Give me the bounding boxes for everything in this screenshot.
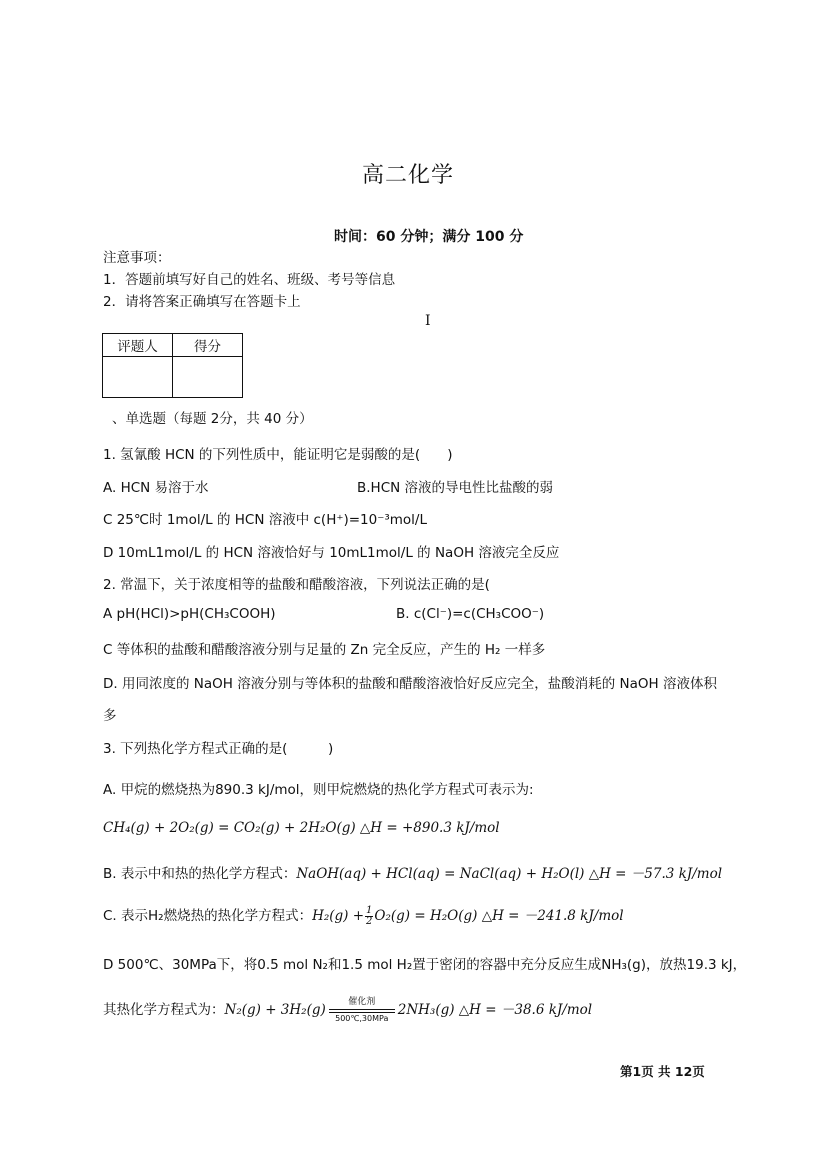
fraction-denominator: 2 [366, 915, 373, 927]
fraction-numerator: 1 [366, 904, 373, 916]
q3-option-c-equation-right: O₂(g) = H₂O(g) △H = －241.8 kJ/mol [374, 908, 624, 924]
q1-option-a: A. HCN 易溶于水 [103, 480, 209, 496]
score-table-cell-grader [103, 357, 173, 398]
q2-option-c: C 等体积的盐酸和醋酸溶液分别与足量的 Zn 完全反应，产生的 H₂ 一样多 [103, 642, 546, 658]
q3-option-d-equation-right: 2NH₃(g) △H = －38.6 kJ/mol [397, 1002, 593, 1018]
arrow-condition-bottom: 500℃,30MPa [335, 1014, 389, 1023]
q3-option-c-equation-left: H₂(g) + [312, 908, 365, 924]
exam-meta: 时间：60 分钟；满分 100 分 [334, 229, 524, 245]
score-table [102, 333, 243, 398]
equilibrium-arrow [329, 997, 395, 1023]
q1-option-b: B.HCN 溶液的导电性比盐酸的弱 [357, 480, 554, 496]
page-number: 第1页 共 12页 [620, 1064, 705, 1079]
q3-option-a-text: A. 甲烷的燃烧热为890.3 kJ/mol，则甲烷燃烧的热化学方程式可表示为: [103, 782, 534, 798]
q3-option-a-equation: CH₄(g) + 2O₂(g) = CO₂(g) + 2H₂O(g) △H = +890.3 kJ/mol [103, 820, 500, 836]
q3-option-c-prefix: C. 表示H₂燃烧热的热化学方程式： [103, 908, 313, 924]
q1-stem: 1. 氢氰酸 HCN 的下列性质中，能证明它是弱酸的是( ) [103, 447, 453, 463]
q2-option-b: B. c(Cl⁻)=c(CH₃COO⁻) [396, 606, 545, 622]
score-table-cell-score [173, 357, 243, 398]
q3-option-d-equation-row [103, 997, 593, 1023]
q3-option-b-prefix: B. 表示中和热的热化学方程式： [103, 866, 297, 882]
q1-option-c: C 25℃时 1mol/L 的 HCN 溶液中 c(H⁺)=10⁻³mol/L [103, 512, 427, 528]
q2-option-d-line1: D. 用同浓度的 NaOH 溶液分别与等体积的盐酸和醋酸溶液恰好反应完全，盐酸消耗的 NaOH 溶液体积 [103, 676, 717, 692]
q3-option-b [103, 862, 722, 882]
score-table-header-score: 得分 [173, 334, 243, 357]
q3-option-d-text: D 500℃、30MPa下，将0.5 mol N₂和1.5 mol H₂置于密闭的容器中充分反应生成NH₃(g)，放热19.3 kJ， [103, 957, 747, 973]
page-title: 高二化学 [361, 163, 454, 188]
q3-option-d-prefix: 其热化学方程式为： [103, 1002, 225, 1018]
notice-item-2: 2．请将答案正确填写在答题卡上 [103, 294, 301, 310]
q2-stem: 2. 常温下，关于浓度相等的盐酸和醋酸溶液，下列说法正确的是( [103, 577, 490, 593]
arrow-condition-top: 催化剂 [348, 997, 376, 1007]
q2-option-d-line2: 多 [103, 708, 117, 724]
q3-option-c-fraction [365, 906, 373, 927]
q3-option-d-equation-left: N₂(g) + 3H₂(g) [224, 1002, 326, 1018]
score-table-header-grader: 评题人 [103, 334, 173, 357]
q3-option-b-equation: NaOH(aq) + HCl(aq) = NaCl(aq) + H₂O(l) △H = －57.3 kJ/mol [296, 866, 723, 882]
notice-heading: 注意事项： [103, 250, 171, 266]
section-heading: 、单选题（每题 2分，共 40 分） [112, 411, 313, 427]
q3-option-c [103, 904, 624, 927]
notice-item-1: 1．答题前填写好自己的姓名、班级、考号等信息 [103, 272, 396, 288]
q3-stem: 3. 下列热化学方程式正确的是( ) [103, 741, 334, 757]
section-roman-numeral: I [425, 313, 431, 329]
q1-option-d: D 10mL1mol/L 的 HCN 溶液恰好与 10mL1mol/L 的 NaOH 溶液完全反应 [103, 545, 560, 561]
q2-option-a: A pH(HCl)>pH(CH₃COOH) [103, 606, 276, 622]
